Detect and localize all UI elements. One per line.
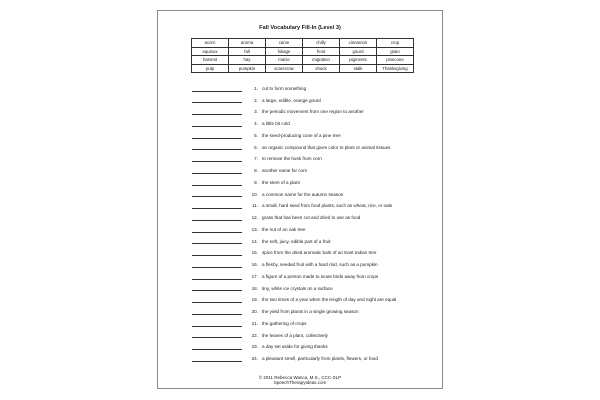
answer-blank[interactable]: [192, 302, 242, 303]
item-number: 19.: [251, 297, 258, 303]
list-item: [158, 331, 442, 343]
worksheet-page: [157, 10, 443, 389]
item-number: 12.: [251, 215, 258, 221]
list-item: [158, 272, 442, 284]
item-number: 16.: [251, 262, 258, 268]
item-definition: tiny, white ice crystals on a surface: [262, 285, 333, 291]
list-item: [158, 178, 442, 190]
item-definition: an organic compound that gives color to plant or animal tissues: [262, 144, 391, 150]
answer-blank[interactable]: [192, 173, 242, 174]
word-bank-cell: acorn: [192, 39, 229, 48]
word-bank-table: [191, 38, 414, 73]
answer-blank[interactable]: [192, 161, 242, 162]
answer-blank[interactable]: [192, 185, 242, 186]
list-item: [158, 119, 442, 131]
answer-blank[interactable]: [192, 243, 242, 244]
word-bank-cell: fall: [229, 47, 266, 56]
answer-blank[interactable]: [192, 279, 242, 280]
item-number: 6.: [254, 144, 258, 150]
word-bank-cell: grain: [377, 47, 414, 56]
word-bank-cell: pigments: [340, 56, 377, 65]
item-number: 8.: [254, 168, 258, 174]
word-bank-cell: scarecrow: [266, 64, 303, 73]
word-bank-row: [192, 47, 414, 56]
word-bank-cell: gourd: [340, 47, 377, 56]
answer-blank[interactable]: [192, 220, 242, 221]
item-definition: a figure of a person made to scare birds away from crops: [262, 273, 379, 279]
answer-blank[interactable]: [192, 138, 242, 139]
list-item: [158, 166, 442, 178]
list-item: [158, 260, 442, 272]
footer: [158, 375, 442, 385]
word-bank-cell: pumpkin: [229, 64, 266, 73]
answer-blank[interactable]: [192, 290, 242, 291]
item-number: 7.: [254, 156, 258, 162]
item-number: 10.: [251, 191, 258, 197]
list-item: [158, 131, 442, 143]
item-number: 14.: [251, 238, 258, 244]
list-item: [158, 190, 442, 202]
copyright-text: © 2011 Rebecca Wanca, M.S., CCC-SLP: [258, 375, 342, 380]
word-bank-cell: migration: [303, 56, 340, 65]
answer-blank[interactable]: [192, 149, 242, 150]
word-bank-cell: stalk: [340, 64, 377, 73]
answer-blank[interactable]: [192, 232, 242, 233]
item-definition: grass that has been cut and dried to use as food: [262, 215, 361, 221]
item-definition: the nut of an oak tree: [262, 226, 306, 232]
list-item: [158, 225, 442, 237]
item-definition: the gathering of crops: [262, 320, 307, 326]
list-item: [158, 84, 442, 96]
word-bank-cell: pulp: [192, 64, 229, 73]
word-bank-row: [192, 64, 414, 73]
item-definition: the stem of a plant: [262, 179, 300, 185]
page-title: Fall Vocabulary Fill-In (Level 3): [259, 25, 341, 31]
item-number: 11.: [251, 203, 258, 209]
item-number: 1.: [254, 85, 258, 91]
item-definition: another name for corn: [262, 168, 308, 174]
item-definition: a pleasant smell, particularly from plants, flowers, or food: [262, 356, 378, 362]
item-definition: a small, hard seed from food plants, such as wheat, rice, or oats: [262, 203, 393, 209]
word-bank-cell: shuck: [303, 64, 340, 73]
list-item: [158, 296, 442, 308]
definition-list: [158, 84, 442, 366]
answer-blank[interactable]: [192, 337, 242, 338]
item-number: 15.: [251, 250, 258, 256]
list-item: [158, 213, 442, 225]
answer-blank[interactable]: [192, 361, 242, 362]
word-bank-cell: maize: [266, 56, 303, 65]
list-item: [158, 284, 442, 296]
word-bank-cell: chilly: [303, 39, 340, 48]
item-definition: a common name for the autumn season: [262, 191, 344, 197]
list-item: [158, 96, 442, 108]
item-definition: the leaves of a plant, collectively: [262, 332, 328, 338]
item-number: 5.: [254, 132, 258, 138]
item-definition: the soft, juicy, edible part of a fruit: [262, 238, 331, 244]
item-definition: cut to form something: [262, 85, 307, 91]
item-number: 23.: [251, 344, 258, 350]
list-item: [158, 143, 442, 155]
answer-blank[interactable]: [192, 102, 242, 103]
answer-blank[interactable]: [192, 208, 242, 209]
list-item: [158, 237, 442, 249]
list-item: [158, 108, 442, 120]
item-number: 21.: [251, 320, 258, 326]
website-text: SpeechTherapyIdeas.com: [273, 380, 327, 386]
item-definition: the yield from plants in a single growing season: [262, 309, 359, 315]
word-bank-cell: foliage: [266, 47, 303, 56]
answer-blank[interactable]: [192, 326, 242, 327]
item-definition: the periodic movement from one region to another: [262, 109, 364, 115]
list-item: [158, 354, 442, 366]
item-definition: a little bit cold: [262, 121, 290, 127]
item-number: 3.: [254, 109, 258, 115]
word-bank-cell: equinox: [192, 47, 229, 56]
item-number: 24.: [251, 356, 258, 362]
item-definition: spice from the dried aromatic bark of an East Indian tree: [262, 250, 377, 256]
word-bank-cell: crop: [377, 39, 414, 48]
list-item: [158, 343, 442, 355]
answer-blank[interactable]: [192, 349, 242, 350]
item-definition: a large, edible, orange gourd: [262, 97, 321, 103]
item-definition: to remove the husk from corn: [262, 156, 322, 162]
word-bank-cell: carve: [266, 39, 303, 48]
list-item: [158, 319, 442, 331]
item-number: 18.: [251, 285, 258, 291]
list-item: [158, 155, 442, 167]
word-bank-cell: aroma: [229, 39, 266, 48]
list-item: [158, 249, 442, 261]
item-number: 4.: [254, 121, 258, 127]
item-number: 2.: [254, 97, 258, 103]
answer-blank[interactable]: [192, 196, 242, 197]
item-definition: a day set aside for giving thanks: [262, 344, 328, 350]
item-number: 9.: [254, 179, 258, 185]
answer-blank[interactable]: [192, 126, 242, 127]
word-bank-cell: pinecone: [377, 56, 414, 65]
item-definition: the two times of a year when the length of day and night are equal: [262, 297, 397, 303]
word-bank-cell: Thanksgiving: [377, 64, 414, 73]
word-bank-cell: frost: [303, 47, 340, 56]
item-number: 17.: [251, 273, 258, 279]
answer-blank[interactable]: [192, 267, 242, 268]
word-bank-row: [192, 39, 414, 48]
word-bank-cell: harvest: [192, 56, 229, 65]
word-bank-cell: hay: [229, 56, 266, 65]
word-bank-row: [192, 56, 414, 65]
item-number: 22.: [251, 332, 258, 338]
answer-blank[interactable]: [192, 314, 242, 315]
item-number: 20.: [251, 309, 258, 315]
item-definition: a fleshy, seeded fruit with a hard rind, such as a pumpkin: [262, 262, 378, 268]
word-bank-cell: cinnamon: [340, 39, 377, 48]
answer-blank[interactable]: [192, 91, 242, 92]
list-item: [158, 202, 442, 214]
list-item: [158, 307, 442, 319]
item-definition: the seed-producing cone of a pine tree: [262, 132, 341, 138]
item-number: 13.: [251, 226, 258, 232]
answer-blank[interactable]: [192, 255, 242, 256]
answer-blank[interactable]: [192, 114, 242, 115]
